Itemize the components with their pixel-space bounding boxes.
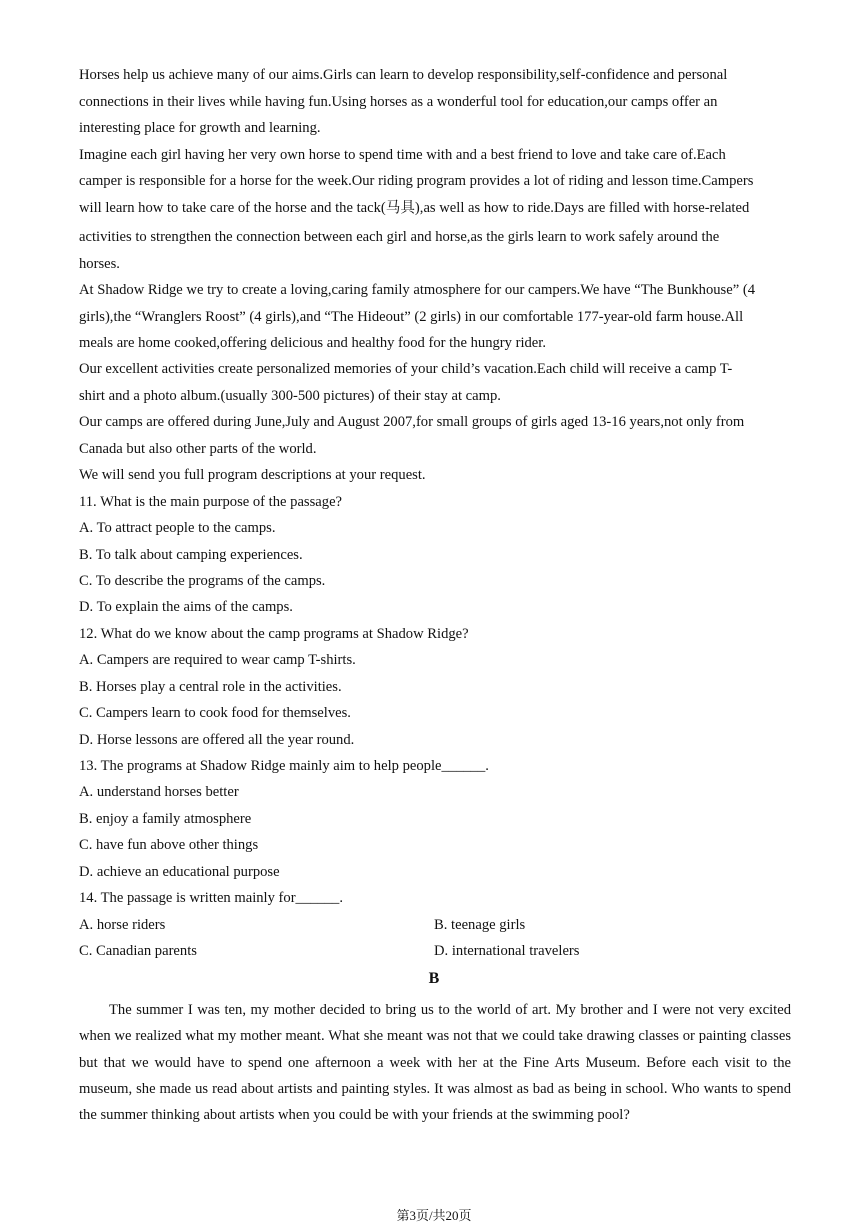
option-b: B. To talk about camping experiences. bbox=[79, 547, 303, 563]
option-d: D. international travelers bbox=[434, 943, 580, 959]
passage-a-line: Horses help us achieve many of our aims.Girls can learn to develop responsibility,self-confidence and personal bbox=[79, 67, 728, 83]
section-b-heading: B bbox=[428, 970, 440, 987]
passage-a-line: At Shadow Ridge we try to create a loving,caring family atmosphere for our campers.We have “The Bunkhouse” (4 bbox=[79, 282, 755, 298]
option-c: C. Canadian parents bbox=[79, 943, 197, 959]
passage-a-line: girls),the “Wranglers Roost” (4 girls),and “The Hideout” (2 girls) in our comfortable 177-year-old farm house.All bbox=[79, 309, 744, 325]
passage-a-line: Our excellent activities create personalized memories of your child’s vacation.Each child will receive a camp T- bbox=[79, 361, 733, 377]
option-d: D. Horse lessons are offered all the year round. bbox=[79, 732, 355, 748]
passage-a-line: camper is responsible for a horse for the week.Our riding program provides a lot of riding and lesson time.Campers bbox=[79, 173, 754, 189]
option-c: C. have fun above other things bbox=[79, 837, 259, 853]
question-stem: 13. The programs at Shadow Ridge mainly aim to help people______. bbox=[79, 758, 489, 774]
passage-a-line: Our camps are offered during June,July and August 2007,for small groups of girls aged 13-16 years,not only from bbox=[79, 414, 745, 430]
question-stem: 14. The passage is written mainly for______. bbox=[79, 890, 343, 906]
passage-a-line: will learn how to take care of the horse and the tack(马具),as well as how to ride.Days are filled with horse-related bbox=[79, 200, 750, 216]
section-b-paragraph: The summer I was ten, my mother decided to bring us to the world of art. My brother and I were not very excited when we realized what my mother meant. What she meant was not that we could take drawing classes or painting classes but that we would have to spend one afternoon a week with her at the Fine Arts Museum. Before each visit to the museum, she made us read about artists and painting styles. It was almost as bad as being in school. Who wants to spend the summer thinking about artists when you could be with your friends at the swimming pool? bbox=[79, 1002, 791, 1124]
option-b: B. teenage girls bbox=[434, 917, 526, 933]
passage-a-line: horses. bbox=[79, 256, 120, 272]
passage-a-line: activities to strengthen the connection between each girl and horse,as the girls learn to work safely around the bbox=[79, 229, 720, 245]
option-d: D. achieve an educational purpose bbox=[79, 864, 280, 880]
question-stem: 11. What is the main purpose of the passage? bbox=[79, 494, 343, 510]
passage-a-line: Imagine each girl having her very own horse to spend time with and a best friend to love and take care of.Each bbox=[79, 147, 726, 163]
question-stem: 12. What do we know about the camp programs at Shadow Ridge? bbox=[79, 626, 469, 642]
option-a: A. horse riders bbox=[79, 917, 166, 933]
option-b: B. Horses play a central role in the activities. bbox=[79, 679, 342, 695]
option-d: D. To explain the aims of the camps. bbox=[79, 599, 293, 615]
passage-a-line: Canada but also other parts of the world. bbox=[79, 441, 317, 457]
option-b: B. enjoy a family atmosphere bbox=[79, 811, 252, 827]
option-a: A. To attract people to the camps. bbox=[79, 520, 276, 536]
option-a: A. Campers are required to wear camp T-shirts. bbox=[79, 652, 356, 668]
passage-a-line: We will send you full program descriptions at your request. bbox=[79, 467, 426, 483]
passage-a-line: interesting place for growth and learning. bbox=[79, 120, 321, 136]
option-c: C. To describe the programs of the camps. bbox=[79, 573, 326, 589]
option-c: C. Campers learn to cook food for themselves. bbox=[79, 705, 351, 721]
passage-a-line: connections in their lives while having fun.Using horses as a wonderful tool for education,our camps offer an bbox=[79, 94, 718, 110]
passage-a-line: shirt and a photo album.(usually 300-500 pictures) of their stay at camp. bbox=[79, 388, 501, 404]
page-number: 第3页/共20页 bbox=[396, 1208, 472, 1223]
passage-a-line: meals are home cooked,offering delicious and healthy food for the hungry rider. bbox=[79, 335, 546, 351]
option-a: A. understand horses better bbox=[79, 784, 239, 800]
